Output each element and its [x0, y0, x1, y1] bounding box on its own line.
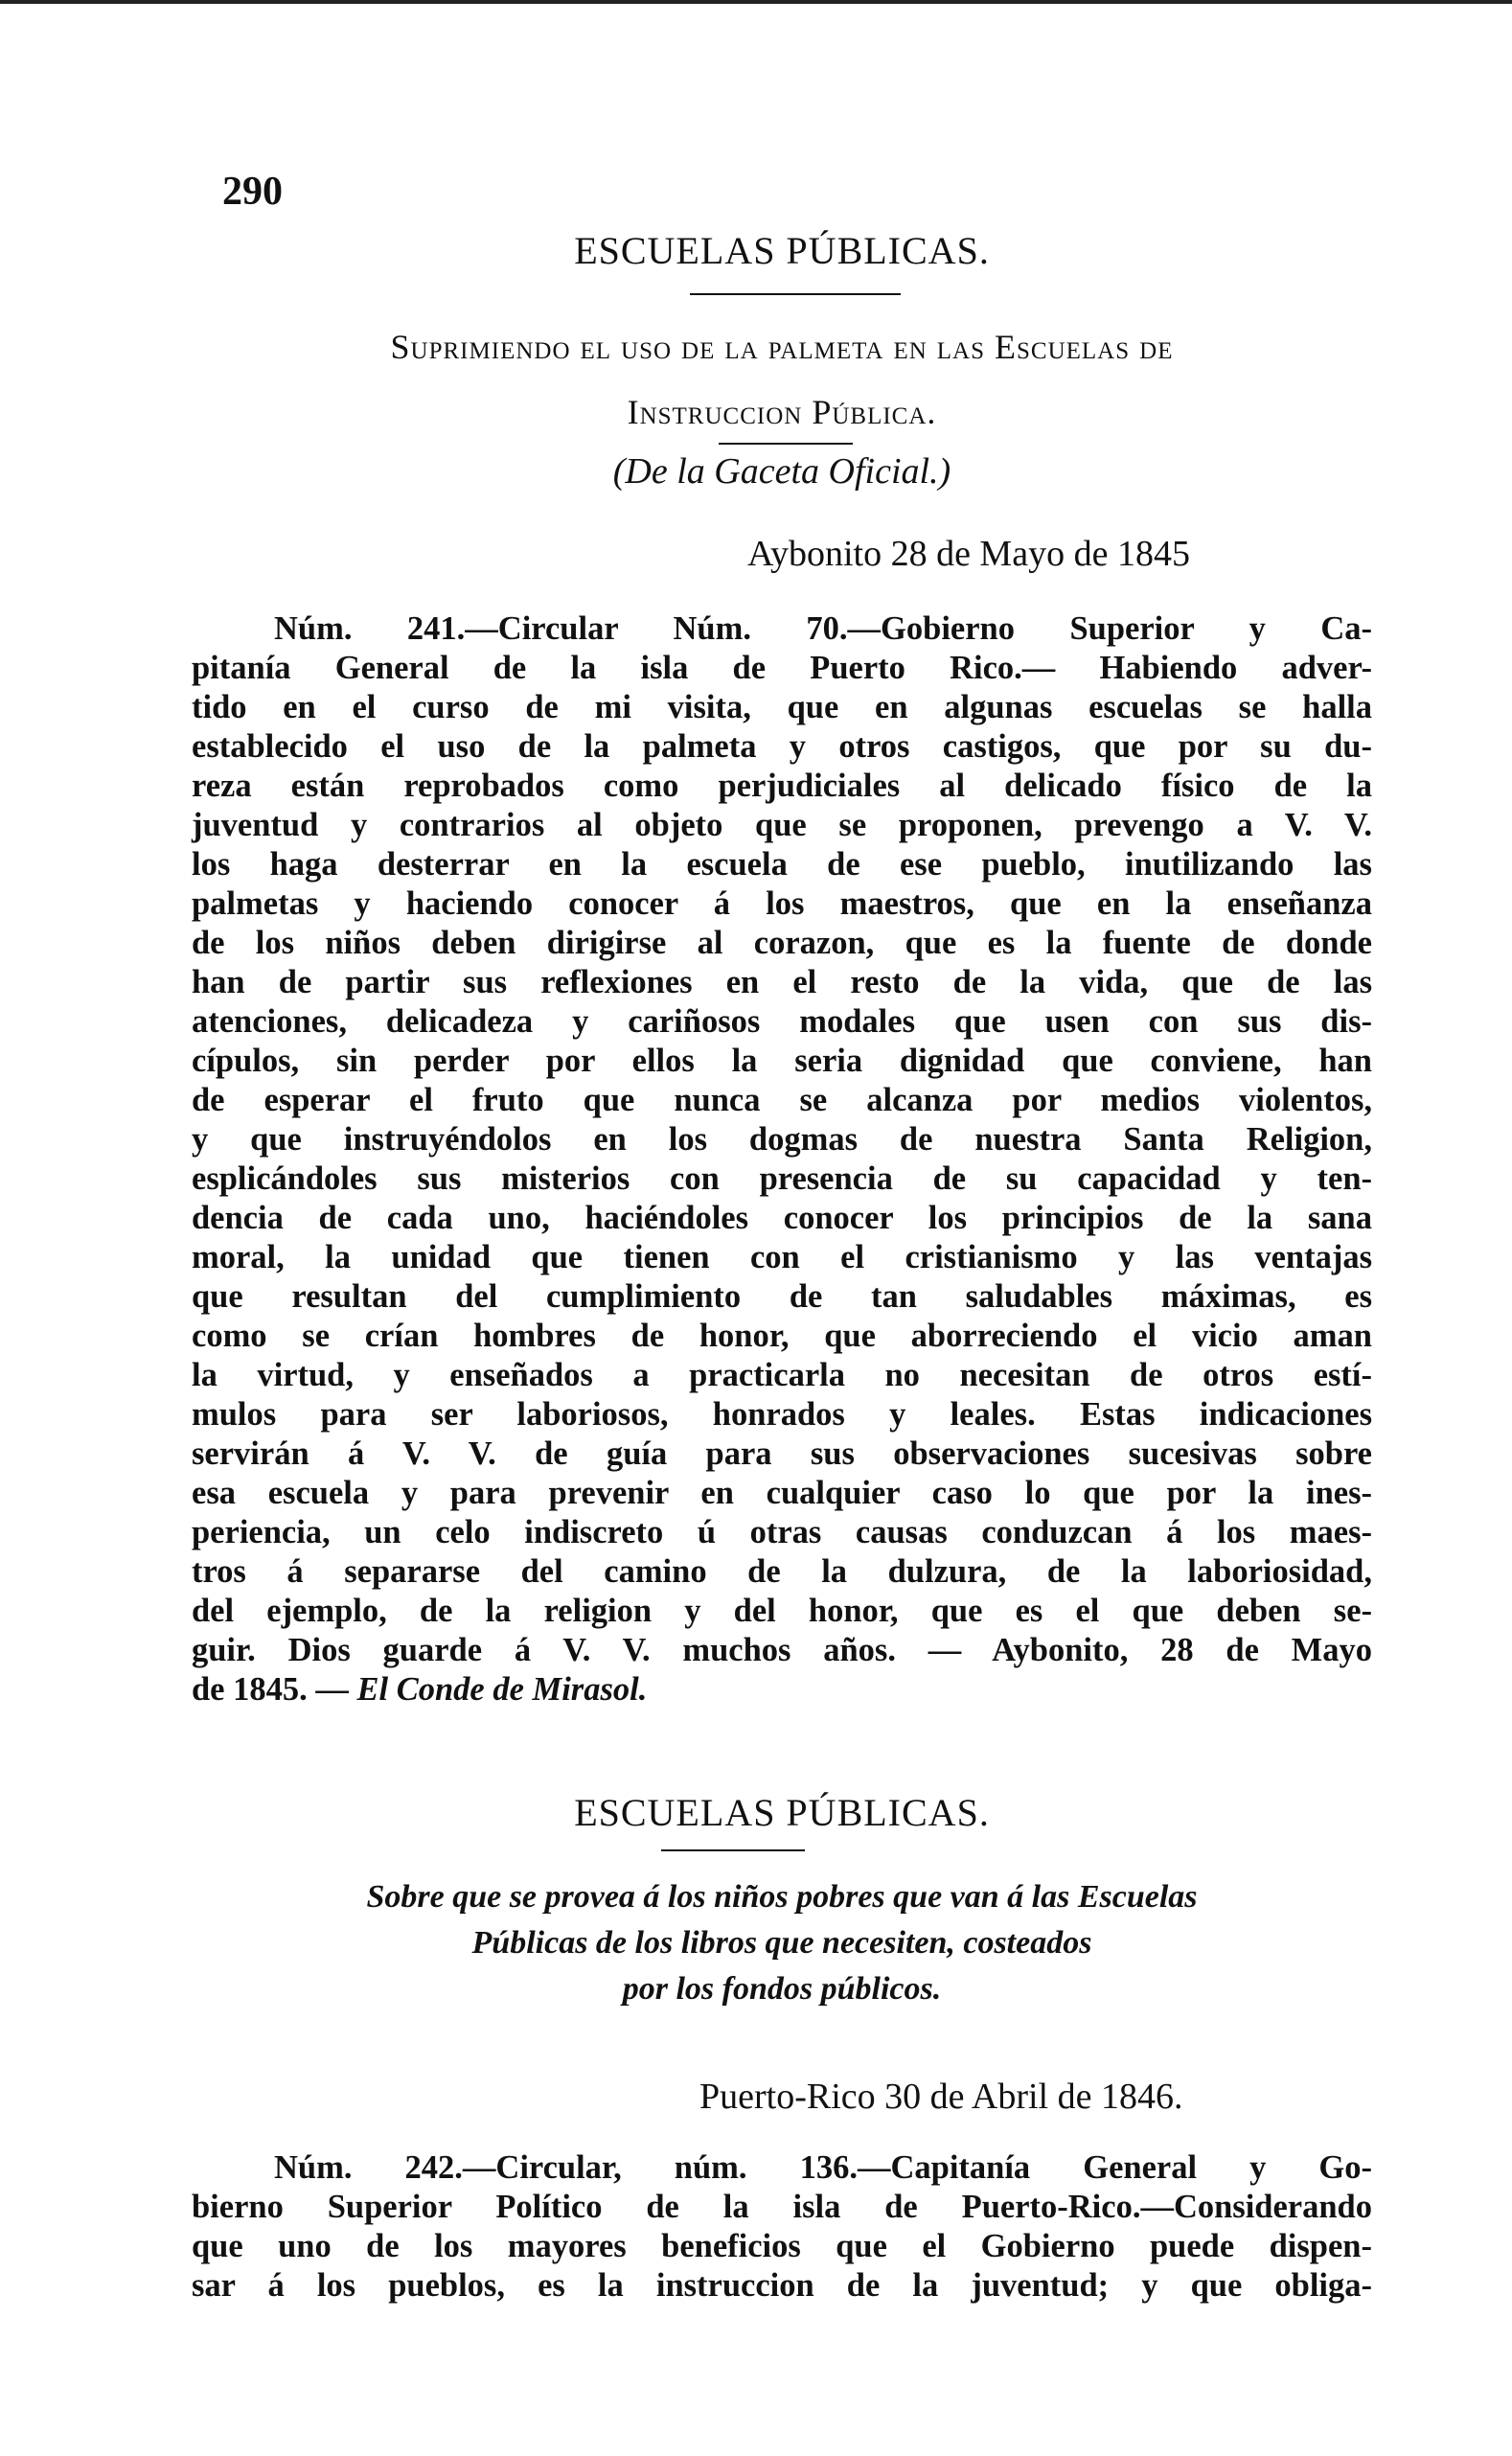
text-line: mulos para ser laboriosos, honrados y leales. Estas indicaciones [192, 1396, 1372, 1433]
text-line: de esperar el fruto que nunca se alcanza por medios violentos, [192, 1082, 1372, 1118]
text-line: los haga desterrar en la escuela de ese pueblo, inutilizando las [192, 846, 1372, 883]
section2-subtitle-line: Sobre que se provea á los niños pobres que van á las Escuelas [366, 1879, 1198, 1915]
text-line: bierno Superior Político de la isla de Puerto-Rico.—Considerando [192, 2189, 1372, 2225]
text-line: reza están reprobados como perjudiciales al delicado físico de la [192, 768, 1372, 804]
text-line: esa escuela y para prevenir en cualquier caso lo que por la ines- [192, 1475, 1372, 1511]
text-line: tido en el curso de mi visita, que en algunas escuelas se halla [192, 689, 1372, 725]
section2-subtitle-line: por los fondos públicos. [622, 1971, 942, 2007]
text-line: Núm. 241.—Circular Núm. 70.—Gobierno Superior y Ca- [274, 610, 1372, 647]
text-line: dencia de cada uno, haciéndoles conocer los principios de la sana [192, 1200, 1372, 1236]
section1-body [192, 609, 1372, 1710]
text-line: palmetas y haciendo conocer á los maestros, que en la enseñanza [192, 885, 1372, 922]
text-line: del ejemplo, de la religion y del honor, que es el que deben se- [192, 1593, 1372, 1629]
text-line: tros á separarse del camino de la dulzura, de la laboriosidad, [192, 1553, 1372, 1590]
text-line: servirán á V. V. de guía para sus observaciones sucesivas sobre [192, 1435, 1372, 1472]
section2-subtitle-line: Públicas de los libros que necesiten, costeados [471, 1925, 1092, 1961]
text-line: como se crían hombres de honor, que aborreciendo el vicio aman [192, 1318, 1372, 1354]
section2-subtitle [192, 1874, 1372, 2012]
text-line: juventud y contrarios al objeto que se proponen, prevengo a V. V. [192, 807, 1372, 843]
source-note: (De la Gaceta Oficial.) [612, 451, 951, 492]
text-line: han de partir sus reflexiones en el resto de la vida, que de las [192, 964, 1372, 1000]
text-line: atenciones, delicadeza y cariñosos modales que usen con sus dis- [192, 1003, 1372, 1040]
section1-subtitle [192, 314, 1372, 445]
text-line: que resultan del cumplimiento de tan saludables máximas, es [192, 1278, 1372, 1315]
divider [719, 443, 853, 445]
section2-dateline: Puerto-Rico 30 de Abril de 1846. [699, 2077, 1183, 2117]
divider [661, 1849, 805, 1851]
top-border [0, 0, 1512, 4]
text-line: de los niños deben dirigirse al corazon, que es la fuente de donde [192, 925, 1372, 961]
section1-title: ESCUELAS PÚBLICAS. [574, 229, 990, 272]
section1-subtitle-line2: Instruccion Pública. [627, 393, 937, 431]
section1-dateline: Aybonito 28 de Mayo de 1845 [747, 534, 1190, 574]
text-line: esplicándoles sus misterios con presencia de su capacidad y ten- [192, 1160, 1372, 1197]
text-line: sar á los pueblos, es la instruccion de la juventud; y que obliga- [192, 2267, 1372, 2304]
text-line: que uno de los mayores beneficios que el Gobierno puede dispen- [192, 2228, 1372, 2264]
closing-line [192, 1670, 1372, 1710]
section1-subtitle-line1: Suprimiendo el uso de la palmeta en las Escuelas de [390, 328, 1174, 366]
section2-title: ESCUELAS PÚBLICAS. [574, 1791, 990, 1834]
section2-body [192, 2148, 1372, 2306]
divider [690, 293, 901, 295]
closing-date: de 1845. — [192, 1671, 357, 1708]
text-line: moral, la unidad que tienen con el cristianismo y las ventajas [192, 1239, 1372, 1275]
text-line: y que instruyéndolos en los dogmas de nuestra Santa Religion, [192, 1121, 1372, 1158]
text-line: cípulos, sin perder por ellos la seria dignidad que conviene, han [192, 1043, 1372, 1079]
text-line: la virtud, y enseñados a practicarla no necesitan de otros estí- [192, 1357, 1372, 1393]
page-number: 290 [222, 170, 283, 214]
text-line: guir. Dios guarde á V. V. muchos años. — Aybonito, 28 de Mayo [192, 1632, 1372, 1668]
signature: El Conde de Mirasol. [356, 1671, 648, 1708]
text-line: establecido el uso de la palmeta y otros castigos, que por su du- [192, 728, 1372, 765]
text-line: pitanía General de la isla de Puerto Rico.— Habiendo adver- [192, 650, 1372, 686]
text-line: Núm. 242.—Circular, núm. 136.—Capitanía General y Go- [274, 2149, 1372, 2186]
text-line: periencia, un celo indiscreto ú otras causas conduzcan á los maes- [192, 1514, 1372, 1550]
